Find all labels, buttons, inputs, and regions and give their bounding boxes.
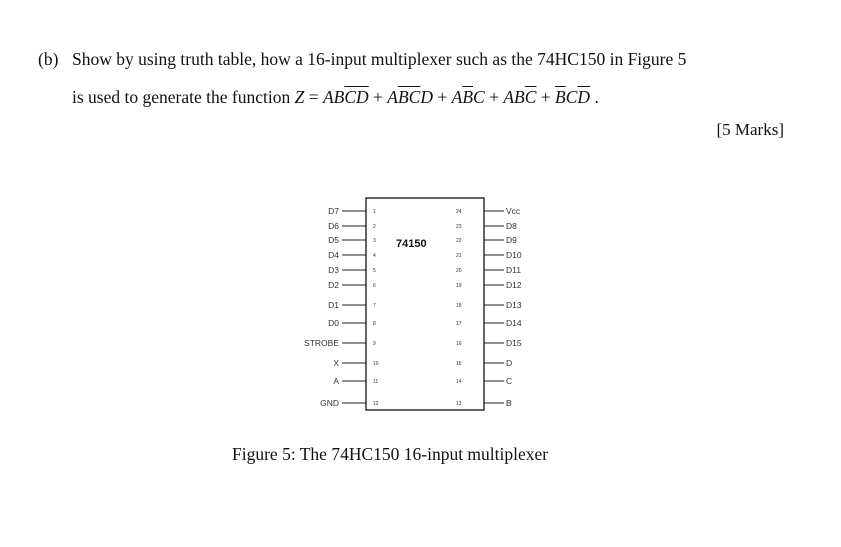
pin-label: D13 [506,300,522,310]
pin-label: D15 [506,338,522,348]
pin-number: 8 [373,321,376,327]
pin-number: 15 [456,361,462,367]
pin-number: 21 [456,253,462,259]
pin-number: 16 [456,341,462,347]
pin-label: D11 [506,265,521,275]
pin-number: 14 [456,379,462,385]
pin-number: 19 [456,283,462,289]
pin-label: D7 [328,206,339,216]
pin-label: B [506,398,512,408]
pin-label: D14 [506,318,522,328]
mux-figure [290,190,560,420]
equals-sign: = [304,87,323,107]
end-period: . [590,87,599,107]
pin-number: 22 [456,238,462,244]
chip-name: 74150 [396,238,427,250]
pin-label: STROBE [304,338,339,348]
pin-number: 17 [456,321,462,327]
line2-prefix: is used to generate the function [72,87,295,107]
pin-label: D [506,358,513,368]
term-5: $\overline{B}C\overline{D}$ [555,87,591,107]
chip-body [366,198,484,410]
pin-label: GND [320,398,339,408]
pin-label: D5 [328,235,339,245]
pin-label: D3 [328,265,339,275]
plus-sign: + [368,87,388,107]
pin-label: X [333,358,339,368]
term-4: $AB\overline{C}$ [503,87,537,107]
pin-label: D0 [328,318,339,328]
pin-label: D6 [328,221,339,231]
pin-label: D10 [506,250,522,260]
plus-sign: + [484,87,504,107]
question-line-2 [72,87,599,108]
pin-label: D12 [506,280,522,290]
term-2: $A\overline{BC}D$ [387,87,433,107]
pin-number: 7 [373,303,376,309]
pin-number: 4 [373,253,376,259]
left-pin-9 [304,338,376,348]
pin-label: D9 [506,235,517,245]
pin-label: Vcc [506,206,521,216]
pin-label: D1 [328,300,339,310]
pin-number: 11 [373,379,379,385]
question-line-1: Show by using truth table, how a 16-input multiplexer such as the 74HC150 in Figure 5 [72,49,687,69]
pin-number: 20 [456,268,462,274]
pin-number: 23 [456,224,462,230]
pin-number: 3 [373,238,376,244]
question-label: (b) [38,49,59,69]
pin-number: 9 [373,341,376,347]
pin-label: A [333,376,339,386]
pin-number: 5 [373,268,376,274]
pin-label: C [506,376,513,386]
plus-sign: + [432,87,452,107]
pin-number: 24 [456,209,462,215]
term-3: $A\overline{B}C$ [451,87,485,107]
function-lhs: Z [294,87,305,107]
pin-number: 2 [373,224,376,230]
pin-number: 12 [373,401,379,407]
pin-number: 18 [456,303,462,309]
pin-number: 13 [456,401,462,407]
pin-number: 1 [373,209,376,215]
marks-label: [5 Marks] [716,120,784,139]
pin-label: D8 [506,221,517,231]
pin-number: 6 [373,283,376,289]
pin-label: D2 [328,280,339,290]
plus-sign: + [536,87,556,107]
figure-caption: Figure 5: The 74HC150 16-input multiplexer [232,444,549,464]
pin-number: 10 [373,361,379,367]
term-1: $AB\overline{CD}$ [322,87,369,107]
pin-label: D4 [328,250,339,260]
